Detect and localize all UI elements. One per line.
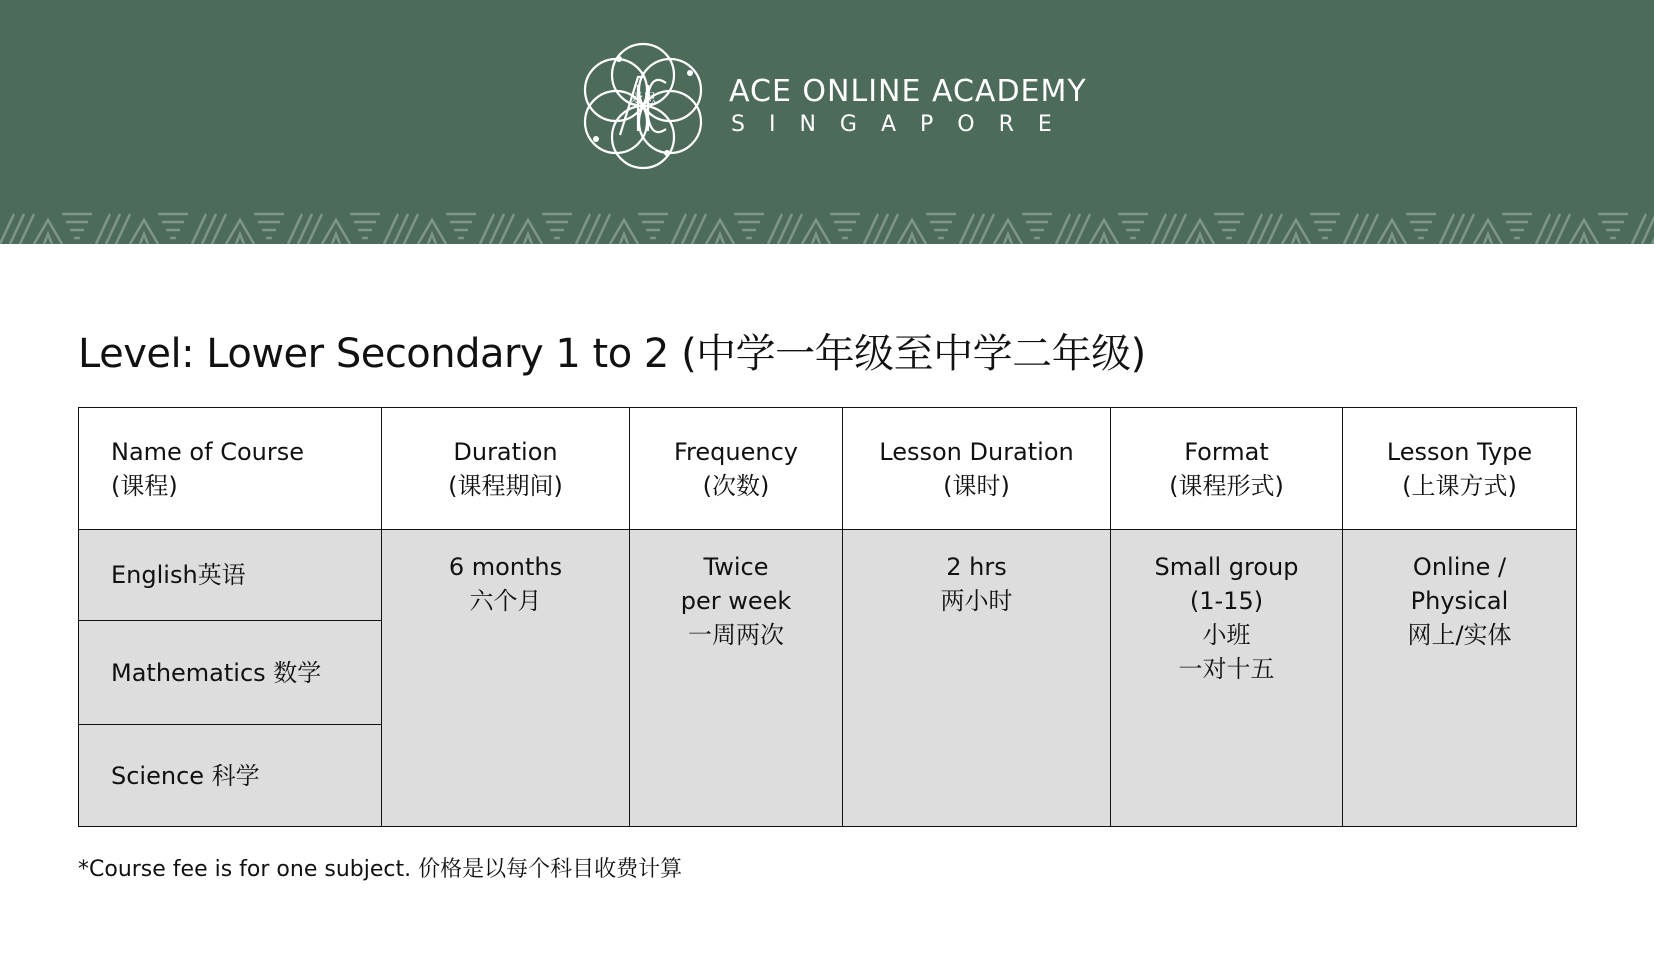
table-header-row: [79, 408, 1577, 530]
header-lesson-duration: [843, 408, 1111, 530]
course-table: [78, 407, 1577, 827]
lesson-type-value-cn: 网上/实体: [1407, 621, 1512, 649]
header-label: Duration: [453, 437, 558, 466]
frequency-value-cn: 一周两次: [688, 621, 784, 649]
lesson-type-value: Physical: [1410, 587, 1509, 615]
academy-logo-icon: [572, 35, 714, 177]
lesson-type-cell: [1343, 530, 1577, 827]
pattern-lines: [0, 214, 1654, 244]
header-label: Name of Course: [111, 437, 304, 466]
header-label: Format: [1184, 437, 1269, 466]
header-label: Lesson Type: [1386, 437, 1533, 466]
format-value-cn: 小班: [1202, 621, 1251, 649]
duration-value: 6 months: [448, 553, 563, 581]
header-format: [1111, 408, 1343, 530]
header-label-cn: (次数): [702, 471, 770, 500]
lesson-duration-value-cn: 两小时: [940, 587, 1013, 615]
header-label-cn: (课程): [111, 471, 178, 500]
header-label-cn: (课程期间): [448, 471, 563, 500]
duration-value-cn: 六个月: [469, 587, 542, 615]
header-label-cn: (上课方式): [1402, 471, 1517, 500]
frequency-value: Twice: [703, 553, 769, 581]
header-label: Frequency: [674, 437, 798, 466]
frequency-value: per week: [680, 587, 792, 615]
fee-footnote: *Course fee is for one subject. 价格是以每个科目收费计算: [78, 857, 683, 882]
brand-name: ACE ONLINE ACADEMY: [729, 74, 1087, 109]
table-row: [79, 530, 1577, 621]
frequency-cell: [630, 530, 843, 827]
lesson-type-value: Online /: [1412, 553, 1507, 581]
course-name-english: English英语: [79, 530, 382, 621]
header-banner: [0, 0, 1654, 244]
header-duration: [382, 408, 630, 530]
brand-location: SINGAPORE: [731, 112, 1076, 137]
lesson-duration-cell: [843, 530, 1111, 827]
level-title: Level: Lower Secondary 1 to 2 (中学一年级至中学二年级): [78, 331, 1146, 377]
format-value-cn: 一对十五: [1178, 655, 1275, 683]
course-name-mathematics: Mathematics 数学: [79, 621, 382, 725]
svg-text:爱思: 爱思: [629, 92, 657, 107]
lesson-duration-value: 2 hrs: [946, 553, 1007, 581]
decorative-pattern-band: [0, 212, 1654, 244]
header-label-cn: (课时): [943, 471, 1010, 500]
header-frequency: [630, 408, 843, 530]
header-label: Lesson Duration: [879, 437, 1074, 466]
header-name-of-course: [79, 408, 382, 530]
format-cell: [1111, 530, 1343, 827]
duration-cell: [382, 530, 630, 827]
course-name-science: Science 科学: [79, 725, 382, 827]
header-label-cn: (课程形式): [1169, 471, 1284, 500]
header-lesson-type: [1343, 408, 1577, 530]
format-value: (1-15): [1189, 587, 1264, 615]
format-value: Small group: [1154, 553, 1299, 581]
